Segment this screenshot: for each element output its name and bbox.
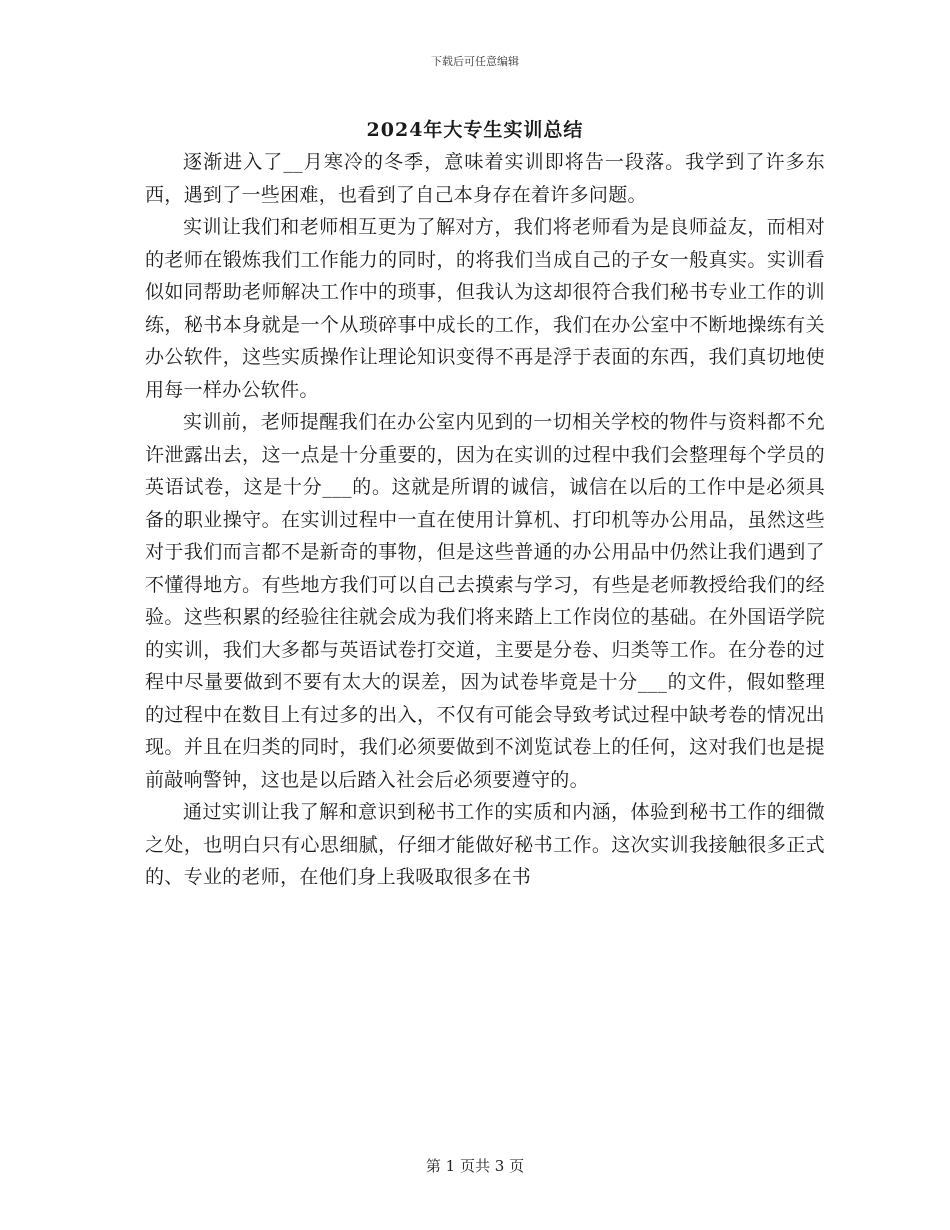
paragraph-2: 实训让我们和老师相互更为了解对方，我们将老师看为是良师益友，而相对的老师在锻炼我们工作能力的同时，的将我们当成自己的子女一般真实。实训看似如同帮助老师解决工作中的琐事，但我认为这却很符合我们秘书专业工作的训练，秘书本身就是一个从琐碎事中成长的工作，我们在办公室中不断地操练有关办公软件，这些实质操作让理论知识变得不再是浮于表面的东西，我们真切地使用每一样办公软件。 [145,216,825,401]
paragraph-4: 通过实训让我了解和意识到秘书工作的实质和内涵，体验到秘书工作的细微之处，也明白只有心思细腻，仔细才能做好秘书工作。这次实训我接触很多正式的、专业的老师，在他们身上我吸取很多在书 [145,801,825,888]
paragraph-1: 逐渐进入了__月寒冷的冬季，意味着实训即将告一段落。我学到了许多东西，遇到了一些困难，也看到了自己本身存在着许多问题。 [145,151,825,206]
document-title: 2024年大专生实训总结 [366,119,584,141]
page-header-note: 下载后可任意编辑 [431,55,519,68]
page-footer-number: 第 1 页共 3 页 [425,1157,525,1175]
paragraph-3: 实训前，老师提醒我们在办公室内见到的一切相关学校的物件与资料都不允许泄露出去，这一点是十分重要的，因为在实训的过程中我们会整理每个学员的英语试卷，这是十分___的。这就是所谓的诚信，诚信在以后的工作中是必须具备的职业操守。在实训过程中一直在使用计算机、打印机等办公用品，虽然这些对于我们而言都不是新奇的事物，但是这些普通的办公用品中仍然让我们遇到了不懂得地方。有些地方我们可以自己去摸索与学习，有些是老师教授给我们的经验。这些积累的经验往往就会成为我们将来踏上工作岗位的基础。在外国语学院的实训，我们大多都与英语试卷打交道，主要是分卷、归类等工作。在分卷的过程中尽量要做到不要有太大的误差，因为试卷毕竟是十分___的文件，假如整理的过程中在数目上有过多的出入，不仅有可能会导致考试过程中缺考卷的情况出现。并且在归类的同时，我们必须要做到不浏览试卷上的任何，这对我们也是提前敲响警钟，这也是以后踏入社会后必须要遵守的。 [145,411,825,791]
document-body [145,146,825,894]
